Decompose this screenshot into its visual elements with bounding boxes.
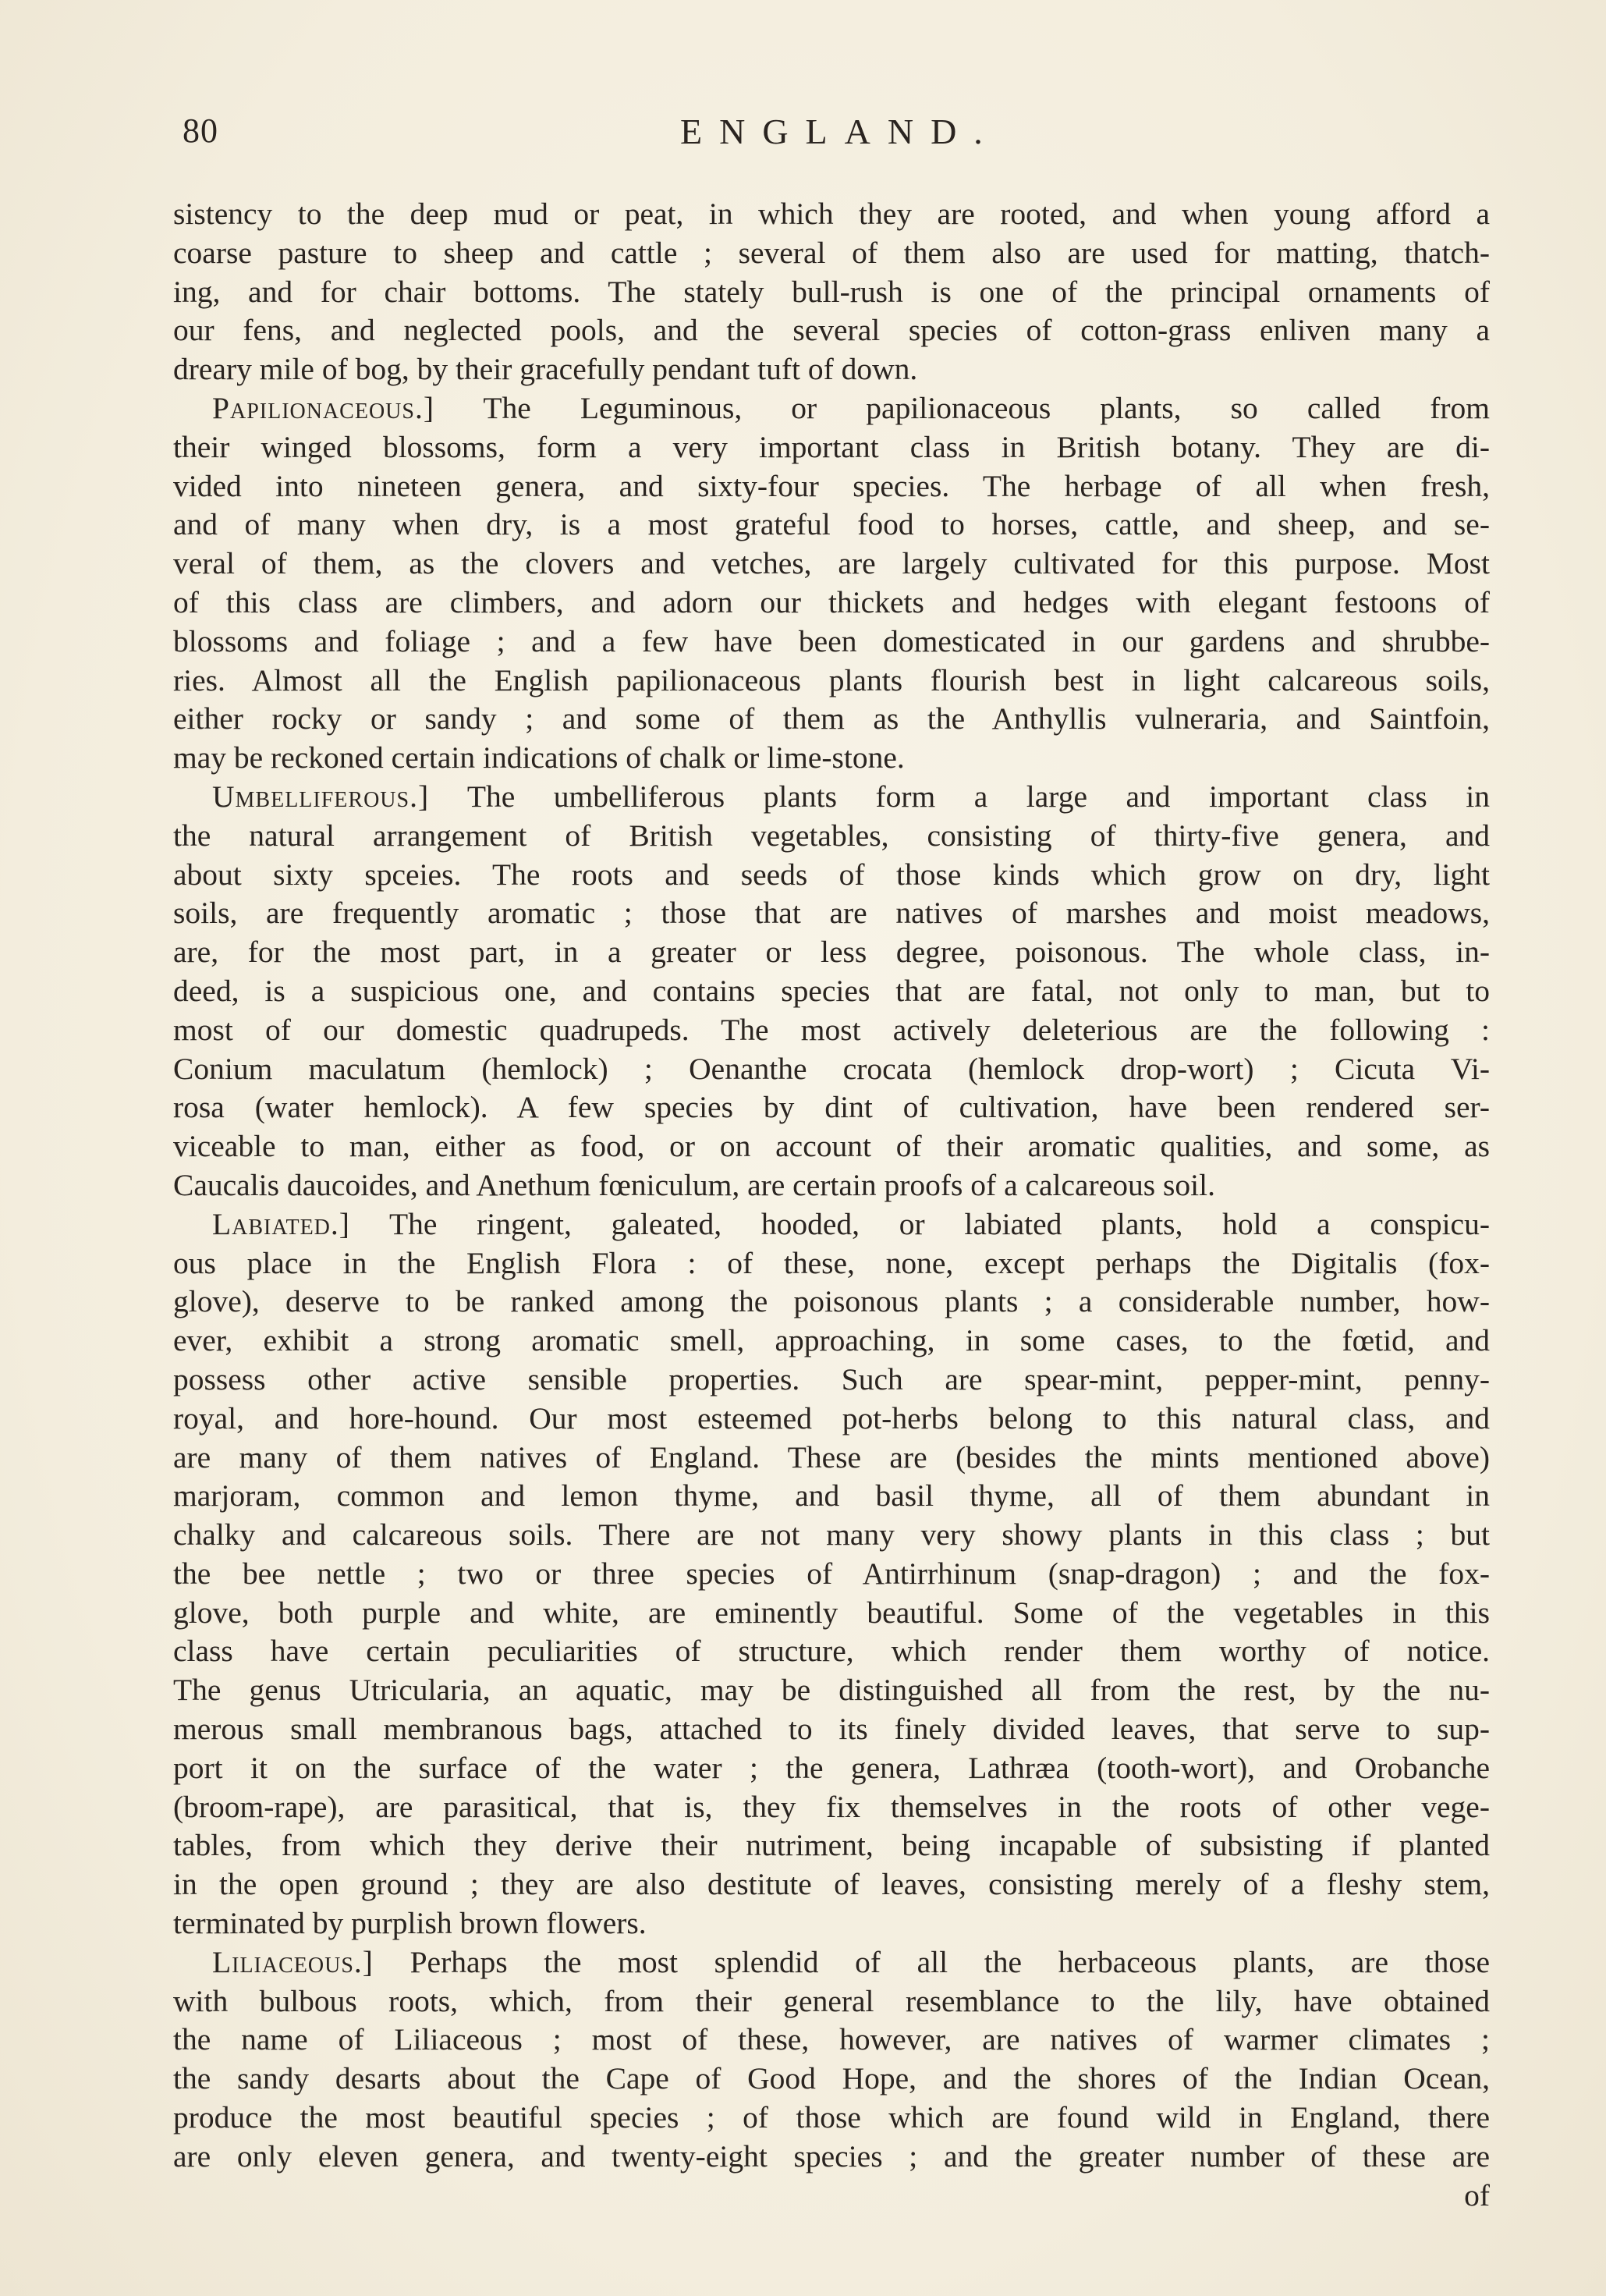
section-heading: Papilionaceous.] [212,390,434,425]
text-line: glove), deserve to be ranked among the poisonous plants ; a considerable number, how- [173,1284,1490,1319]
text-line: the natural arrangement of British vegetables, consisting of thirty-five genera, and [173,818,1490,853]
text-line: their winged blossoms, form a very important class in British botany. They are di- [173,429,1490,464]
text-line: dreary mile of bog, by their gracefully pendant tuft of down. [173,352,918,387]
text-line: rosa (water hemlock). A few species by dint of cultivation, have been rendered ser- [173,1090,1490,1125]
text-line: soils, are frequently aromatic ; those that are natives of marshes and moist meadows, [173,896,1490,931]
text-span: Perhaps the most splendid of all the herbaceous plants, are those [373,1944,1490,1979]
text-line: and of many when dry, is a most grateful food to horses, cattle, and sheep, and se- [173,507,1490,542]
text-span: The ringent, galeated, hooded, or labiated plants, hold a conspicu- [349,1206,1490,1241]
text-line: marjoram, common and lemon thyme, and basil thyme, all of them abundant in [173,1478,1490,1514]
text-line: possess other active sensible properties. Such are spear-mint, pepper-mint, penny- [173,1361,1490,1396]
catchword: of [1464,2177,1490,2213]
text-line: chalky and calcareous soils. There are not many very showy plants in this class ; but [173,1517,1490,1553]
text-line: deed, is a suspicious one, and contains species that are fatal, not only to man, but to [173,973,1490,1008]
page-number: 80 [183,112,218,150]
paragraph-labiated [173,1205,1490,1943]
paragraph-continuation [173,195,1490,389]
page-header [0,111,1606,158]
text-line: either rocky or sandy ; and some of them as the Anthyllis vulneraria, and Saintfoin, [173,701,1490,736]
text-line: Caucalis daucoides, and Anethum fœniculum, are certain proofs of a calcareous soil. [173,1167,1215,1202]
text-line: (broom-rape), are parasitical, that is, they fix themselves in the roots of other vege- [173,1789,1490,1824]
paragraph-liliaceous [173,1943,1490,2177]
text-span: The umbelliferous plants form a large and important class in [429,779,1490,814]
text-line [173,389,1490,428]
text-line: ries. Almost all the English papilionaceous plants flourish best in light calcareous soils, [173,662,1490,697]
section-heading: Umbelliferous.] [212,779,430,814]
text-line: the bee nettle ; two or three species of Antirrhinum (snap-dragon) ; and the fox- [173,1556,1490,1591]
text-line: sistency to the deep mud or peat, in which they are rooted, and when young afford a [173,197,1490,231]
text-line: the name of Liliaceous ; most of these, however, are natives of warmer climates ; [173,2022,1490,2057]
text-line: ever, exhibit a strong aromatic smell, approaching, in some cases, to the fœtid, and [173,1323,1490,1358]
text-line [173,1943,1490,1982]
text-line: most of our domestic quadrupeds. The most actively deleterious are the following : [173,1012,1490,1047]
text-line: may be reckoned certain indications of chalk or lime-stone. [173,740,905,775]
section-heading: Liliaceous.] [212,1944,374,1979]
text-line: royal, and hore-hound. Our most esteemed pot-herbs belong to this natural class, and [173,1400,1490,1435]
text-line: blossoms and foliage ; and a few have been domesticated in our gardens and shrubbe- [173,623,1490,658]
text-line: terminated by purplish brown flowers. [173,1906,647,1941]
text-line: port it on the surface of the water ; the genera, Lathræa (tooth-wort), and Orobanche [173,1750,1490,1785]
text-line: in the open ground ; they are also destitute of leaves, consisting merely of a fleshy stem, [173,1867,1490,1902]
body-text [173,195,1490,2215]
text-line: produce the most beautiful species ; of those which are found wild in England, there [173,2100,1490,2135]
text-line: viceable to man, either as food, or on account of their aromatic qualities, and some, as [173,1129,1490,1164]
text-line: veral of them, as the clovers and vetches, are largely cultivated for this purpose. Most [173,546,1490,581]
section-heading: Labiated.] [212,1206,350,1241]
text-line: ing, and for chair bottoms. The stately bull-rush is one of the principal ornaments of [173,274,1490,309]
text-line: the sandy desarts about the Cape of Good Hope, and the shores of the Indian Ocean, [173,2061,1490,2096]
text-line: coarse pasture to sheep and cattle ; several of them also are used for matting, thatch- [173,235,1490,270]
text-line: The genus Utricularia, an aquatic, may be distinguished all from the rest, by the nu- [173,1673,1490,1708]
text-line [173,1205,1490,1244]
running-head: ENGLAND. [680,112,1000,151]
text-line [173,778,1490,817]
text-line: about sixty spceies. The roots and seeds of those kinds which grow on dry, light [173,857,1490,892]
text-line: of this class are climbers, and adorn our thickets and hedges with elegant festoons of [173,584,1490,619]
text-line: our fens, and neglected pools, and the several species of cotton-grass enliven many a [173,313,1490,348]
text-line: vided into nineteen genera, and sixty-four species. The herbage of all when fresh, [173,468,1490,503]
text-line: Conium maculatum (hemlock) ; Oenanthe crocata (hemlock drop-wort) ; Cicuta Vi- [173,1051,1490,1086]
text-line: with bulbous roots, which, from their general resemblance to the lily, have obtained [173,1983,1490,2018]
text-line: ous place in the English Flora : of these, none, except perhaps the Digitalis (fox- [173,1245,1490,1280]
text-line: are only eleven genera, and twenty-eight species ; and the greater number of these are [173,2138,1490,2174]
paragraph-papilionaceous [173,389,1490,778]
text-line: tables, from which they derive their nutriment, being incapable of subsisting if planted [173,1828,1490,1863]
text-line: are many of them natives of England. These are (besides the mints mentioned above) [173,1439,1490,1474]
text-line: class have certain peculiarities of structure, which render them worthy of notice. [173,1634,1490,1669]
text-span: The Leguminous, or papilionaceous plants, so called from [434,390,1490,425]
text-line: are, for the most part, in a greater or less degree, poisonous. The whole class, in- [173,935,1490,970]
text-line: glove, both purple and white, are eminently beautiful. Some of the vegetables in this [173,1595,1490,1630]
paragraph-umbelliferous [173,778,1490,1205]
text-line: merous small membranous bags, attached to its finely divided leaves, that serve to sup- [173,1712,1490,1747]
